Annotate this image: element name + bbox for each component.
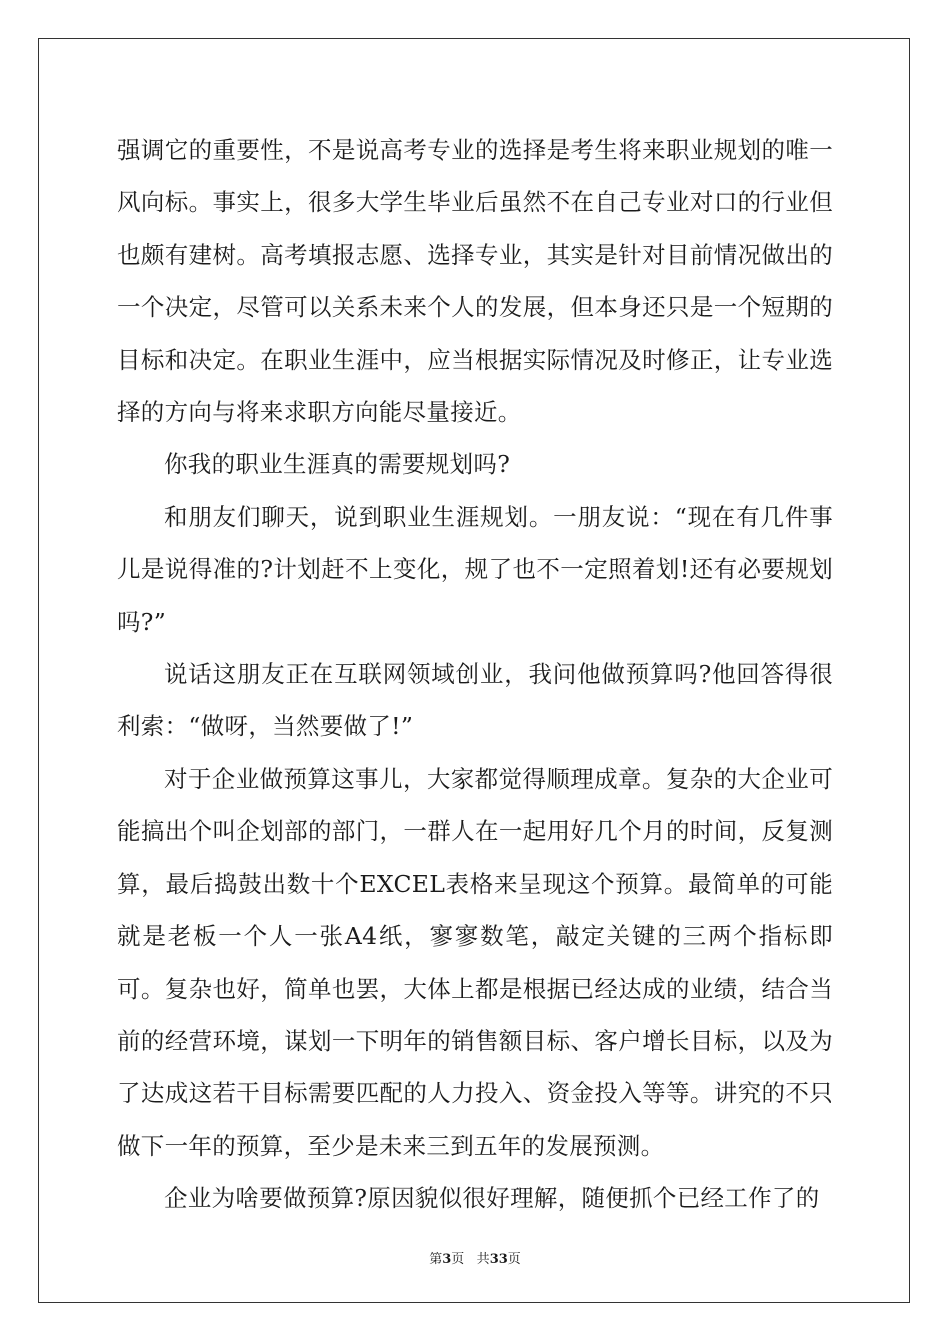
footer-prefix: 第 xyxy=(429,1252,443,1267)
paragraph: 说话这朋友正在互联网领域创业，我问他做预算吗?他回答得很利索：“做呀，当然要做了!” xyxy=(117,660,833,741)
current-page-number: 3 xyxy=(442,1252,452,1267)
footer-page-unit: 页 xyxy=(451,1252,465,1267)
footer-total-prefix: 共 xyxy=(476,1252,490,1267)
paragraph: 和朋友们聊天，说到职业生涯规划。一朋友说：“现在有几件事儿是说得准的?计划赶不上变化，规了也不一定照着划!还有必要规划吗?” xyxy=(117,502,833,636)
total-page-count: 33 xyxy=(489,1252,508,1267)
paragraph: 对于企业做预算这事儿，大家都觉得顺理成章。复杂的大企业可能搞出个叫企划部的部门，一群人在一起用好几个月的时间，反复测算，最后捣鼓出数十个EXCEL表格来呈现这个预算。最简单的可能就是老板一个人一张A4纸，寥寥数笔，敲定关键的三两个指标即可。复杂也好，简单也罢，大体上都是根据已经达成的业绩，结合当前的经营环境，谋划一下明年的销售额目标、客户增长目标，以及为了达成这若干目标需要匹配的人力投入、资金投入等等。讲究的不只做下一年的预算，至少是未来三到五年的发展预测。 xyxy=(117,764,833,1160)
document-body xyxy=(117,124,833,1225)
footer-separator xyxy=(464,1252,476,1267)
page-footer xyxy=(0,1248,950,1267)
paragraph: 企业为啥要做预算?原因貌似很好理解，随便抓个已经工作了的 xyxy=(164,1184,820,1213)
paragraph: 强调它的重要性，不是说高考专业的选择是考生将来职业规划的唯一风向标。事实上，很多大学生毕业后虽然不在自己专业对口的行业但也颇有建树。高考填报志愿、选择专业，其实是针对目前情况做出的一个决定，尽管可以关系未来个人的发展，但本身还只是一个短期的目标和决定。在职业生涯中，应当根据实际情况及时修正，让专业选择的方向与将来求职方向能尽量接近。 xyxy=(117,136,833,427)
footer-total-unit: 页 xyxy=(507,1252,521,1267)
paragraph: 你我的职业生涯真的需要规划吗? xyxy=(164,450,511,479)
